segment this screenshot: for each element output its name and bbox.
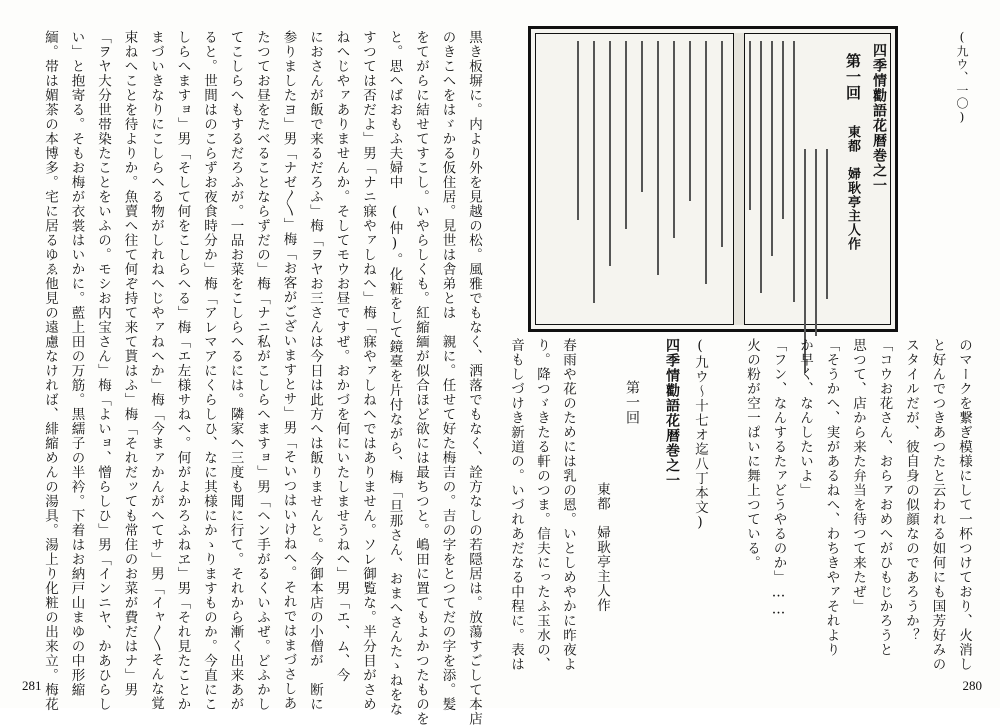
woodblock-script-line bbox=[705, 41, 707, 284]
text-column: まづいきなりにこしらへる物がしれねへじやァねへか」梅「今まァかんがへてサ」男「イャ〳〵そんな覚 bbox=[148, 30, 164, 711]
text-column: 黒き板塀に。内より外を見越の松。風雅でもなく、洒落でもなく、詮方なしの若隠居は。放蕩すごして本店 bbox=[466, 30, 482, 726]
text-column: 「フン、なんするたァどうやるのか」…… bbox=[770, 338, 787, 619]
woodblock-script-line bbox=[771, 41, 773, 256]
woodblock-center-fold bbox=[733, 33, 745, 325]
page-number-left: 281 bbox=[22, 678, 42, 693]
woodblock-script-line bbox=[641, 41, 643, 192]
woodblock-author: 東都 婦耿亭主人作 bbox=[845, 125, 860, 251]
woodblock-script-line bbox=[782, 41, 784, 219]
text-column: 「ヲヤ大分世帯染たことをいふの。モシお内宝さん」梅「よいョ、憎らしひ」男「インニヤ、かあひらし bbox=[95, 30, 111, 712]
woodblock-script-line bbox=[609, 41, 611, 266]
text-column: におさんが飯で来るだろふ」梅「ヲヤお三さんは今日は此方へは飯りませんと。今御本店の小僧が 断に bbox=[307, 30, 323, 712]
corner-label: (九ウ、一〇) bbox=[955, 30, 969, 125]
woodblock-script-line bbox=[760, 41, 762, 293]
woodblock-script-line bbox=[689, 41, 691, 201]
text-column: のきこへをはゞかる仮住居。見世は舎弟とは 親に。任せて好た梅吉の。吉の字をとつてだの字を添。髪 bbox=[439, 30, 456, 712]
text-column: い」と抱寄る。そもお梅が衣裳はいかに。藍上田の万筋。黒繻子の半衿。下着はお納戸山まゆの中形縮 bbox=[68, 30, 85, 697]
woodblock-script-line bbox=[657, 41, 659, 275]
right-page bbox=[500, 0, 1000, 708]
book-title: 四季情勸語花暦巻之一 bbox=[664, 338, 680, 488]
text-column: 「そうかへ、実があるねへ、わちきやァそれより bbox=[823, 338, 840, 657]
text-column: 火の粉が空一ぱいに舞上つている。 bbox=[744, 338, 760, 570]
author-line: 東都 婦耿亭主人作 bbox=[594, 482, 610, 613]
woodblock-script-line bbox=[625, 41, 627, 229]
text-column: しらへますョ」男「そして何をこしらへる」梅「エ左様サねへ。何がよかろふねヱ」男「それ見たことか bbox=[174, 30, 191, 712]
text-column: と。思へばおもふ夫婦中 (仲)。化粧をして鏡臺を片付ながら、梅「旦那さん、おまへさんたゝねをな bbox=[386, 30, 403, 717]
text-column: ると。世間はのこらずお夜食時分か」梅「アレマアにくらしひ、なに其様にかゝりますものか。今直にこ bbox=[201, 30, 217, 712]
text-column: 参りましたヨ」男「ナゼ〳〵」梅「お客がございますとサ」男「そいつはいけねへ。それではまづさしあ bbox=[280, 30, 297, 711]
text-column: 束ねへことを待よりか。魚賣へ往て何ぞ持て来て貰はふ」梅「それだッても常住のお菜が費だはナ」男 bbox=[121, 30, 138, 697]
text-column: をてがらに結せてすこし。いやらしくも。紅縮緬が似合ほど欲には最ちつと。嶋田に置てもよかつたものを bbox=[413, 30, 429, 726]
woodblock-script-line bbox=[815, 149, 817, 336]
woodblock-script-line bbox=[577, 41, 579, 220]
text-column: 春雨や花のためには乳の恩。いとしめやかに昨夜よ bbox=[560, 338, 576, 672]
woodblock-script-line bbox=[793, 41, 795, 302]
section-heading: (九ウ〜十七オ迄八丁本文) bbox=[692, 338, 708, 532]
woodblock-title: 四季情勸語花暦巻之一 bbox=[871, 43, 887, 193]
woodblock-chapter: 第一回 bbox=[844, 53, 862, 101]
text-column: 緬。帯は媚茶の本博多。宅に居るゆゑ他見の遠慮なければ、緋縮めんの湯具。湯上り化粧の出来立。梅花 bbox=[42, 30, 58, 712]
woodblock-script-line bbox=[749, 41, 751, 210]
text-column: てこしらへもするだろふが。一品お菜をこしらへるには。隣家へ三度も聞に行て。それから漸く出来あが bbox=[227, 30, 244, 712]
text-column: ねへじやァありませんか。そしてモウお昼ですぜ。おかづを何にいたしませうねへ」男「エ、ム、今 bbox=[333, 30, 350, 683]
woodblock-script-line bbox=[721, 41, 723, 247]
text-column: たつてお昼をたべることならずだの」梅「ナニ私がこしらへますョ」男「ヘン手がるくいふぜ。どふかし bbox=[254, 30, 270, 712]
woodblock-print-image bbox=[528, 26, 898, 332]
text-column: のマークを繋ぎ模様にして一杯つけており、火消し bbox=[956, 338, 972, 672]
text-column: と好んでつきあつたと云われる如何にも国芳好みの bbox=[929, 338, 946, 672]
text-column: 思つて、店から来た弁当を待つて来たぜ」 bbox=[850, 338, 866, 614]
text-column: スタイルだが、彼自身の似顔なのであろうか？ bbox=[903, 338, 919, 643]
woodblock-script-line bbox=[826, 149, 828, 299]
text-column: 音もしづけき新道の。いづれあだなる中程に。表は bbox=[508, 338, 524, 672]
woodblock-inner-frame bbox=[535, 33, 891, 325]
text-column: 「コウお花さん、おらァおめへがひもじかろうと bbox=[876, 338, 893, 657]
page-number-right: 280 bbox=[962, 678, 982, 693]
woodblock-script-line bbox=[673, 41, 675, 238]
text-column: か早く、なんしたいよ」 bbox=[797, 338, 813, 498]
woodblock-script-line bbox=[593, 41, 595, 303]
text-column: り。降つゞきたる軒のつま。信夫にったふ玉水の、 bbox=[534, 338, 550, 672]
chapter-heading: 第一回 bbox=[624, 380, 640, 425]
text-column: すつては否だよ」男「ナニ寐やァしねへ」梅「寐やァしねへではありません。ソレ御覧な。半分目がさめ bbox=[360, 30, 376, 712]
